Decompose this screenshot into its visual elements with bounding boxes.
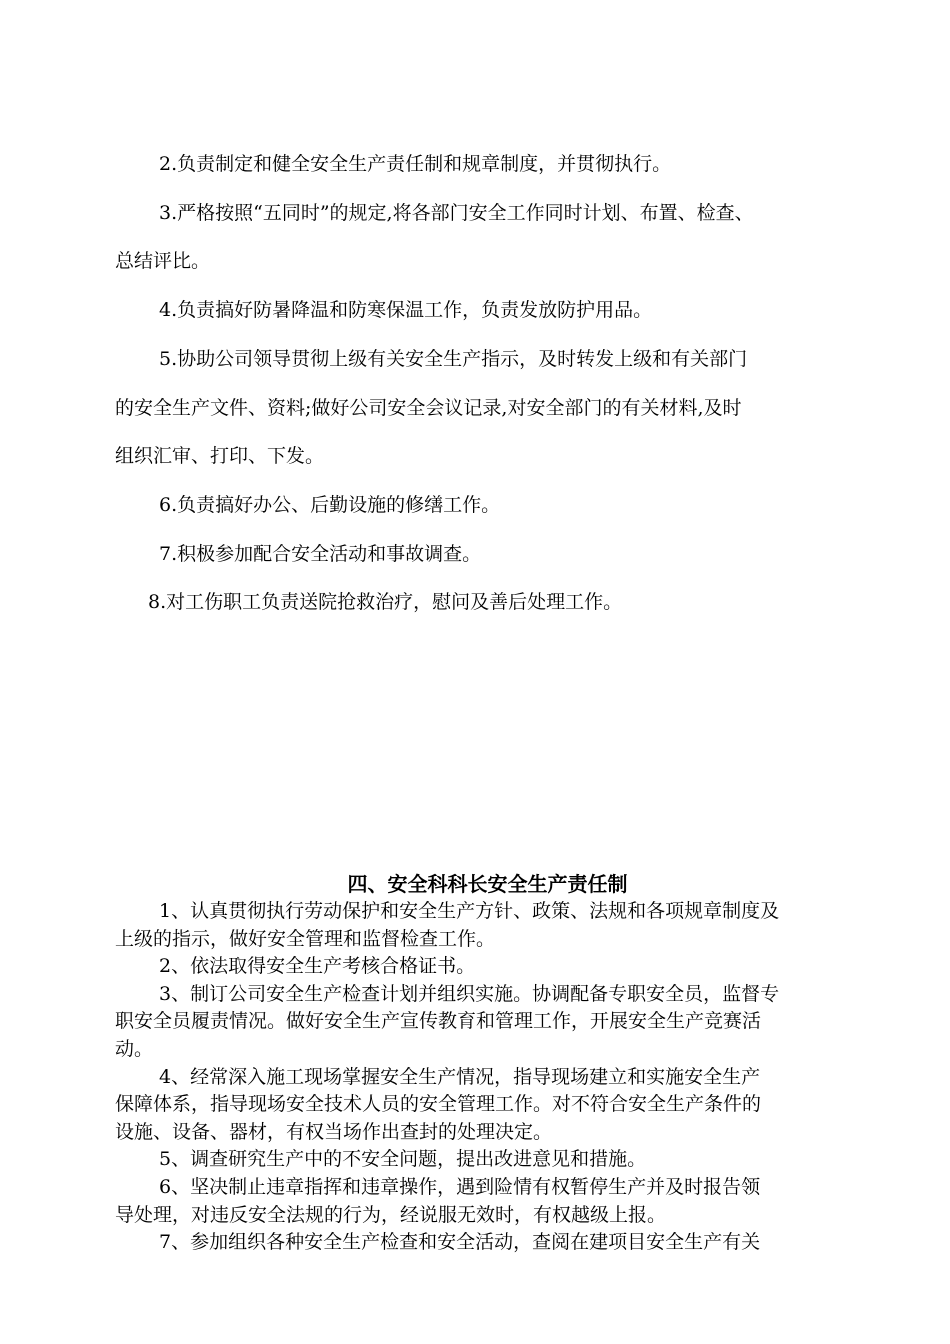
paragraph-item-4 xyxy=(115,1064,860,1092)
text-line: 组织汇审、打印、下发。 xyxy=(115,445,325,468)
text-line: 上级的指示，做好安全管理和监督检查工作。 xyxy=(115,927,496,950)
paragraph-item-1-cont xyxy=(115,926,860,954)
text-line: 设施、设备、器材，有权当场作出查封的处理决定。 xyxy=(115,1120,553,1143)
text-line: 的安全生产文件、资料;做好公司安全会议记录,对安全部门的有关材料,及时 xyxy=(115,396,742,419)
paragraph-item-2 xyxy=(115,953,860,981)
text-line: 6.负责搞好办公、后勤设施的修缮工作。 xyxy=(159,493,501,516)
text-line: 3、制订公司安全生产检查计划并组织实施。协调配备专职安全员，监督专 xyxy=(159,982,780,1005)
paragraph-item-3 xyxy=(115,189,860,238)
text-line: 动。 xyxy=(115,1037,154,1060)
paragraph-item-3-cont xyxy=(115,237,860,286)
paragraph-item-5 xyxy=(115,1146,860,1174)
text-line: 1、认真贯彻执行劳动保护和安全生产方针、政策、法规和各项规章制度及 xyxy=(159,900,780,922)
paragraph-item-5-cont xyxy=(115,432,860,481)
text-line: 保障体系，指导现场安全技术人员的安全管理工作。对不符合安全生产条件的 xyxy=(115,1093,762,1116)
text-line: 5、调查研究生产中的不安全问题，提出改进意见和措施。 xyxy=(159,1148,647,1171)
text-line: 7.积极参加配合安全活动和事故调查。 xyxy=(159,542,482,565)
paragraph-item-7 xyxy=(115,530,860,579)
section-heading: 四、安全科科长安全生产责任制 xyxy=(347,872,628,896)
paragraph-item-3 xyxy=(115,981,860,1009)
text-line: 6、坚决制止违章指挥和违章操作，遇到险情有权暂停生产并及时报告领 xyxy=(159,1175,761,1198)
paragraph-item-2 xyxy=(115,140,860,189)
paragraph-item-6 xyxy=(115,1174,860,1202)
text-line: 4、经常深入施工现场掌握安全生产情况，指导现场建立和实施安全生产 xyxy=(159,1065,761,1088)
paragraph-item-8 xyxy=(115,578,860,627)
text-line: 职安全员履责情况。做好安全生产宣传教育和管理工作，开展安全生产竞赛活 xyxy=(115,1010,762,1033)
paragraph-item-3-cont xyxy=(115,1008,860,1036)
text-line: 5.协助公司领导贯彻上级有关安全生产指示，及时转发上级和有关部门 xyxy=(159,347,748,370)
paragraph-item-1 xyxy=(115,898,860,926)
paragraph-item-3-cont xyxy=(115,1036,860,1064)
paragraph-item-6 xyxy=(115,481,860,530)
text-line: 3.严格按照“五同时”的规定,将各部门安全工作同时计划、布置、检查、 xyxy=(159,201,754,224)
paragraph-item-4 xyxy=(115,286,860,335)
text-line: 导处理，对违反安全法规的行为，经说服无效时，有权越级上报。 xyxy=(115,1203,667,1226)
text-line: 7、参加组织各种安全生产检查和安全活动，查阅在建项目安全生产有关 xyxy=(159,1231,761,1254)
paragraph-item-7 xyxy=(115,1229,860,1257)
paragraph-item-5-cont xyxy=(115,384,860,433)
paragraph-item-4-cont xyxy=(115,1119,860,1147)
text-line: 2、依法取得安全生产考核合格证书。 xyxy=(159,955,476,978)
text-line: 总结评比。 xyxy=(115,250,211,273)
text-line: 4.负责搞好防暑降温和防寒保温工作，负责发放防护用品。 xyxy=(159,299,653,322)
paragraph-item-5 xyxy=(115,335,860,384)
section-safety-chief xyxy=(115,870,860,1257)
text-line: 2.负责制定和健全安全生产责任制和规章制度，并贯彻执行。 xyxy=(159,153,672,175)
paragraph-item-6-cont xyxy=(115,1202,860,1230)
section-office-duties xyxy=(115,140,860,627)
text-line: 8.对工伤职工负责送院抢救治疗，慰问及善后处理工作。 xyxy=(148,591,623,614)
paragraph-item-4-cont xyxy=(115,1091,860,1119)
